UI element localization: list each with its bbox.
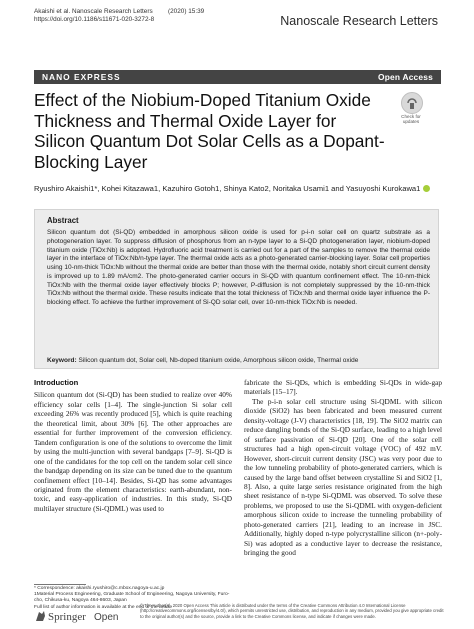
license-text: © The Author(s). 2020 Open Access This article is distributed under the terms of the Creative Commons Attribution 4.0 International License (http://creativecommons.org/licenses/by/4.0/), which permits unrestricted use, distribution, and reproduction in any medium, provided you give appropriate credit to the original author(s) and the source, provide a link to the Creative Commons license, and indicate if changes were made.: [140, 603, 444, 619]
doi-link[interactable]: https://doi.org/10.1186/s11671-020-3272-8: [34, 16, 155, 24]
article-title: Effect of the Niobium-Doped Titanium Oxide Thickness and Thermal Oxide Layer for Silicon Quantum Dot Solar Cells as a Dopant-Blocking Layer: [34, 90, 385, 172]
springer-open-logo: [34, 608, 134, 622]
springer-open-suffix: Open: [94, 612, 119, 623]
authors-text: Ryushiro Akaishi1*, Kohei Kitazawa1, Kazuhiro Gotoh1, Shinya Kato2, Noritaka Usami1 and Yasuyoshi Kurokawa1: [34, 184, 421, 193]
abstract-heading: Abstract: [47, 216, 79, 225]
citation-text: Akaishi et al. Nanoscale Research Letters: [34, 8, 153, 15]
correspondence-email[interactable]: * Correspondence: akaishi.ryushiro@c.mbox.nagoya-u.ac.jp: [34, 586, 165, 591]
abstract-text: Silicon quantum dot (Si-QD) embedded in amorphous silicon oxide is used for p-i-n solar cell on quartz substrate as a photogeneration layer. To suppress diffusion of phosphorus from an n-type layer to a Si-QD photogeneration layer, niobium-doped titanium oxide (TiOx:Nb) is adopted. Hydrofluoric acid treatment is carried out for a part of the samples to remove the thermal oxide layer in the interface of TiOx:Nb/n-type layer. The thermal oxide acts as a photo-generated carrier-blocking layer. Solar cell properties using 10-nm-thick TiOx:Nb without the thermal oxide are better than those with the thermal oxide, notably short circuit current density is improved up to 1.89 mA/cm2. The photo-generated carrier occurs in Si-QD with quantum confinement effect. The 10-nm-thick TiOx:Nb with the thermal oxide layer effectively blocks P; however, P-diffusion is not completely suppressed by the 10-nm-thick TiOx:Nb without the thermal oxide. These results indicate that the total thickness of TiOx:Nb and thermal oxide layer influence the P-blocking effect. To achieve the further improvement of Si-QD solar cell, over 10-nm-thick TiOx:Nb is needed.: [47, 229, 430, 306]
springer-horse-icon: [36, 611, 45, 621]
intro-paragraph-1: Silicon quantum dot (Si-QD) has been studied to realize over 40% efficiency solar cells [1–4]. The single-junction Si solar cell exceeding 26% was recently produced [5], which is quite reaching the theoretical limit, about 30% [6]. The other approaches are essential for further improvement of the conversion efficiency. Tandem configuration is one of the solutions to overcome the limit by using the multi-junction with several bandgaps [7–9]. Si-QD is one of the candidates for the top cell on the tandem solar cell since the bandgap depending on its size can be tuned due to the quantum confinement effect [10–14]. Besides, Si-QD has some advantages originated from the element characteristics: earth-abundant, non-toxic, and easy-application of industries. In this study, Si-QD multilayer structure (Si-QDML) was used to: [34, 390, 232, 513]
keywords: [47, 357, 430, 364]
journal-name: Nanoscale Research Letters: [280, 14, 438, 28]
article-type-banner: [34, 70, 441, 84]
springer-name: Springer: [48, 611, 86, 623]
footnote-divider: [34, 584, 86, 585]
affiliation: 1Material Process Engineering, Graduate School of Engineering, Nagoya University, Furo-cho, Chikusa-ku, Nagoya 464-8603, Japan: [34, 592, 230, 604]
badge-line-2: updates: [402, 119, 420, 125]
intro-paragraph-2: The p-i-n solar cell structure using Si-QDML with silicon dioxide (SiO2) has been fabricated and been measured current density-voltage (J-V) characteristics [18, 19]. The SiO2 matrix can reduce dangling bonds of the Si-QD surface, leading to a high level of surface passivation of Si-QD [20]. One of the solar cell structures had a high open-circuit voltage (VOC) of 492 mV. However, short-circuit current density (JSC) was very poor due to the low tunneling probability of photo-generated carriers, which is caused by the large band offset between crystalline Si and SiO2 [1, 8]. Also, a quite large series resistance originated from the high sheet resistance of n-type Si-QDML was observed. To solve these problems, we proposed to use the Si-QDML with oxygen-deficient amorphous silicon oxide to increase the tunneling probability of photo-generated carriers [21], leading to an increase in JSC. Additionally, highly doped n-type polycrystalline silicon (n+-poly-Si) was adopted as a conductive layer to decrease the resistance, bringing the good: [244, 396, 442, 558]
intro-paragraph-1-cont: fabricate the Si-QDs, which is embedding Si-QDs in wide-gap materials [15–17].: [244, 378, 442, 397]
publication-date: (2020) 15:39: [168, 8, 205, 15]
open-access-label: Open Access: [378, 72, 433, 82]
author-list: [34, 184, 444, 193]
keywords-text: Silicon quantum dot, Solar cell, Nb-doped titanium oxide, Amorphous silicon oxide, Thermal oxide: [78, 357, 359, 364]
author-info-note: Full list of author information is available at the end of the article: [34, 604, 173, 610]
orcid-icon[interactable]: [423, 185, 430, 192]
check-for-updates-badge[interactable]: [397, 92, 425, 132]
badge-line-1: Check for: [401, 114, 421, 119]
introduction-heading: Introduction: [34, 378, 79, 387]
article-type-label: NANO EXPRESS: [42, 72, 121, 82]
left-column: [34, 378, 232, 513]
citation-header: [34, 8, 154, 25]
check-updates-icon: [401, 92, 423, 114]
right-column: [244, 378, 442, 558]
keywords-label: Keyword:: [47, 357, 77, 364]
